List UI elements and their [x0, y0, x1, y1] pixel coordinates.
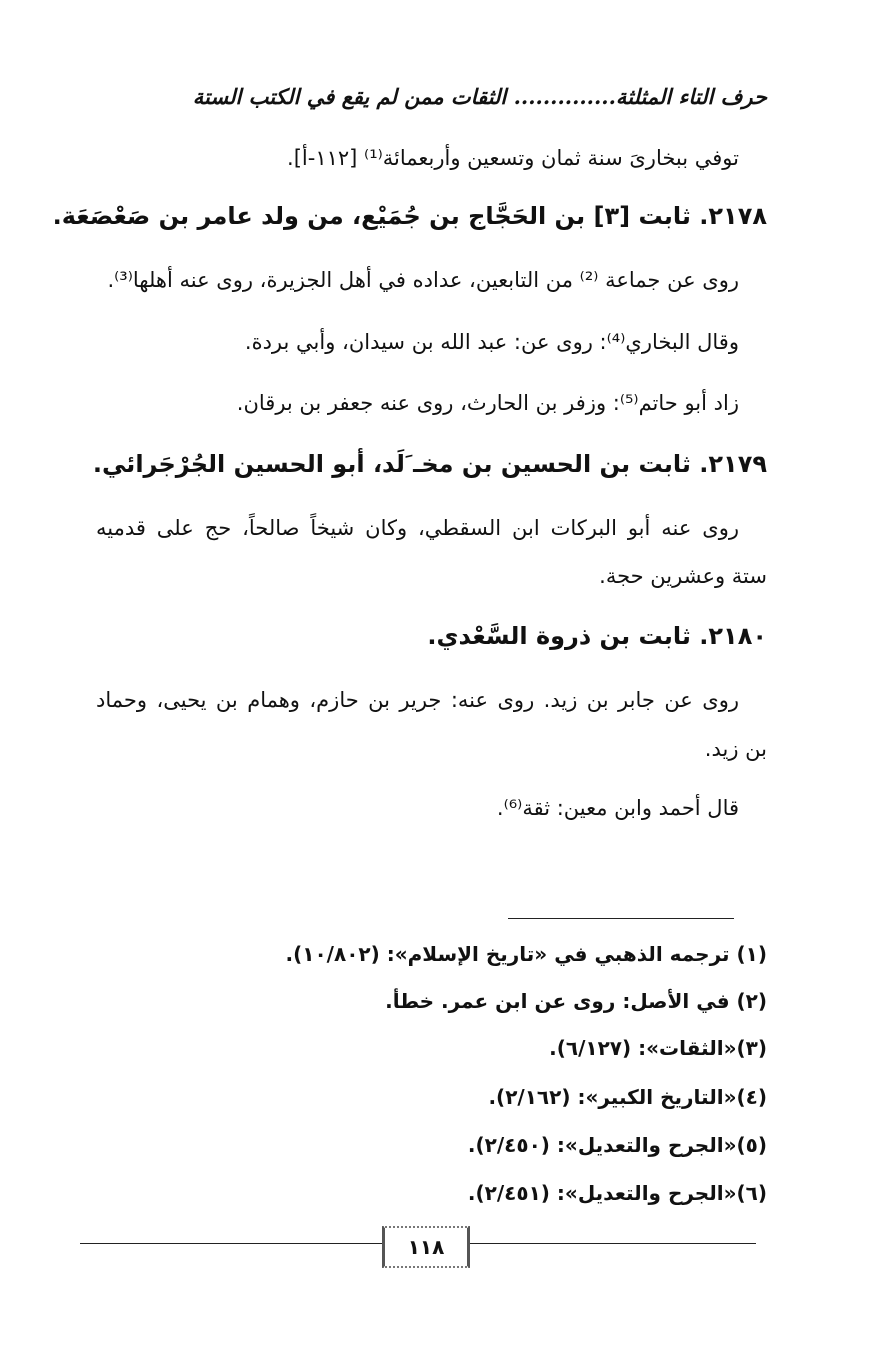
page-number: ١١٨	[382, 1226, 470, 1268]
footnote-6: (٦)«الجرح والتعديل»: (٢/٤٥١).	[467, 1181, 767, 1205]
paragraph-line: قال أحمد وابن معين: ثقة⁽⁶⁾.	[496, 796, 739, 820]
entry-heading-2180: ٢١٨٠. ثابت بن ذروة السَّعْدي.	[427, 622, 767, 650]
footnote-2: (٢) في الأصل: روى عن ابن عمر. خطأ.	[385, 989, 767, 1013]
paragraph-line: بن زيد.	[704, 737, 767, 761]
paragraph-line: روى عن جابر بن زيد. روى عنه: جرير بن حازم، وهمام بن يحيى، وحماد	[96, 688, 739, 712]
paragraph-line: زاد أبو حاتم⁽⁵⁾: وزفر بن الحارث، روى عنه جعفر بن برقان.	[236, 391, 739, 415]
paragraph-line: وقال البخاري⁽⁴⁾: روى عن: عبد الله بن سيدان، وأبي بردة.	[244, 330, 739, 354]
paragraph-line: روى عن جماعة ⁽²⁾ من التابعين، عداده في أهل الجزيرة، روى عنه أهلها⁽³⁾.	[107, 268, 739, 292]
paragraph-line: ستة وعشرين حجة.	[599, 564, 767, 588]
footnote-4: (٤)«التاريخ الكبير»: (٢/١٦٢).	[488, 1085, 767, 1109]
entry-heading-2178: ٢١٧٨. ثابت [٣] بن الحَجَّاج بن جُمَيْع، من ولد عامر بن صَعْصَعَة.	[52, 202, 767, 230]
footnote-5: (٥)«الجرح والتعديل»: (٢/٤٥٠).	[467, 1133, 767, 1157]
footnote-1: (١) ترجمه الذهبي في «تاريخ الإسلام»: (١٠/٨٠٢).	[285, 942, 767, 966]
footnote-separator	[508, 918, 734, 919]
footnote-3: (٣)«الثقات»: (٦/١٢٧).	[549, 1036, 767, 1060]
paragraph-line: توفي ببخارىَ سنة ثمان وتسعين وأربعمائة⁽¹⁾ [١١٢-أ].	[287, 146, 739, 170]
paragraph-line: روى عنه أبو البركات ابن السقطي، وكان شيخاً صالحاً، حج على قدميه	[96, 516, 739, 540]
running-header: حرف التاء المثلثة.............. الثقات ممن لم يقع في الكتب الستة	[192, 84, 767, 109]
entry-heading-2179: ٢١٧٩. ثابت بن الحسين بن مخـ َلَد، أبو الحسين الجُرْجَرائي.	[92, 450, 767, 478]
